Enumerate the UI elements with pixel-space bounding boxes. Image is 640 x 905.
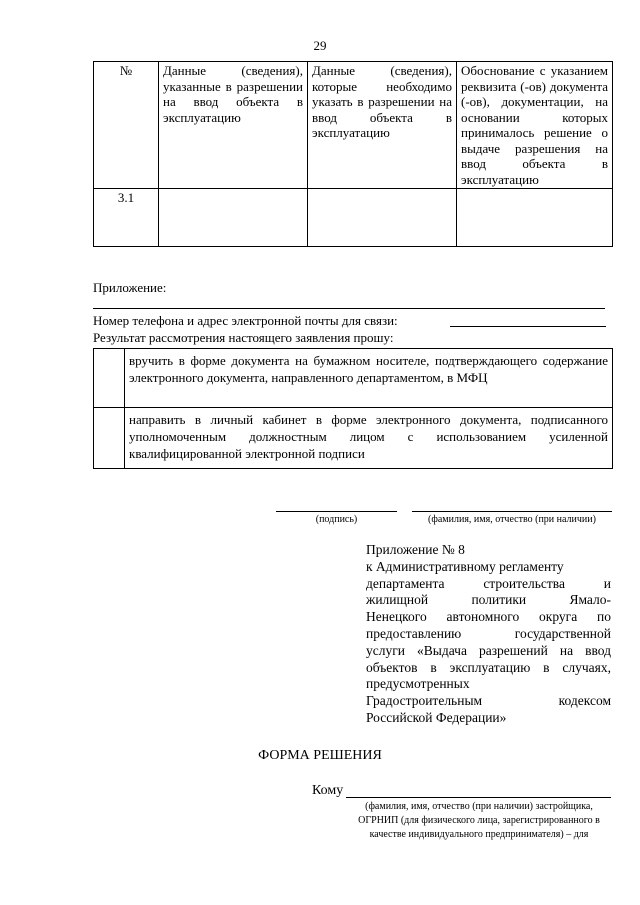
annex-line: к Административному регламенту	[366, 558, 564, 574]
to-line[interactable]	[346, 797, 611, 798]
attachment-line[interactable]	[93, 308, 605, 309]
header-num: №	[94, 62, 159, 189]
result-option-paper	[94, 349, 613, 408]
result-options-table	[93, 348, 613, 469]
header-col2: Данные (сведения), которые необходимо указать в разрешении на ввод объекта в эксплуатацию	[308, 62, 457, 189]
option-text-paper: вручить в форме документа на бумажном носителе, подтверждающего содержание электронного документа, направленного департаментом, в МФЦ	[125, 349, 613, 408]
annex-line: Градостроительным кодексом	[366, 693, 611, 709]
contact-line[interactable]	[450, 326, 606, 327]
annex-line: Российской Федерации»	[366, 709, 507, 725]
annex-line: объектов в эксплуатацию в случаях,	[366, 659, 611, 675]
row-num: 3.1	[94, 189, 159, 247]
annex-block	[366, 542, 611, 727]
annex-line: услуги «Выдача разрешений на ввод	[366, 642, 611, 658]
option-text-cabinet: направить в личный кабинет в форме электронного документа, подписанного уполномоченным должностным лицом с использованием усиленной квалифицированной электронной подписи	[125, 408, 613, 469]
result-option-cabinet	[94, 408, 613, 469]
row-cell-col1[interactable]	[159, 189, 308, 247]
row-cell-col3[interactable]	[457, 189, 613, 247]
annex-title: Приложение № 8	[366, 542, 465, 557]
header-col3: Обоснование с указанием реквизита (-ов) документа (-ов), документации, на основании которых принималось решение о выдаче разрешения на ввод объекта в эксплуатацию	[457, 62, 613, 189]
header-col1: Данные (сведения), указанные в разрешении на ввод объекта в эксплуатацию	[159, 62, 308, 189]
form-title: ФОРМА РЕШЕНИЯ	[258, 748, 382, 763]
table-row	[94, 189, 613, 247]
annex-line: предоставлению государственной	[366, 625, 611, 641]
table-header-row	[94, 62, 613, 189]
row-cell-col2[interactable]	[308, 189, 457, 247]
annex-line: Ненецкого автономного округа по	[366, 609, 611, 625]
attachment-label: Приложение:	[93, 280, 167, 295]
annex-line: департамента строительства и	[366, 575, 611, 591]
name-caption: (фамилия, имя, отчество (при наличии)	[428, 514, 596, 525]
annex-line: жилищной политики Ямало-	[366, 592, 611, 608]
signature-caption: (подпись)	[315, 514, 358, 525]
to-note: (фамилия, имя, отчество (при наличии) застройщика, ОГРНИП (для физического лица, зарегистрированного в качестве индивидуального предпринимателя) – для	[358, 801, 600, 840]
contact-label: Номер телефона и адрес электронной почты для связи:	[93, 313, 398, 328]
annex-line: предусмотренных	[366, 676, 470, 692]
page-number: 29	[313, 38, 327, 53]
result-label: Результат рассмотрения настоящего заявления прошу:	[93, 330, 394, 345]
option-checkbox-paper[interactable]	[94, 349, 125, 408]
data-table	[93, 61, 613, 247]
signature-line[interactable]	[276, 511, 397, 512]
to-label: Кому	[312, 783, 344, 798]
name-line[interactable]	[412, 511, 612, 512]
option-checkbox-cabinet[interactable]	[94, 408, 125, 469]
